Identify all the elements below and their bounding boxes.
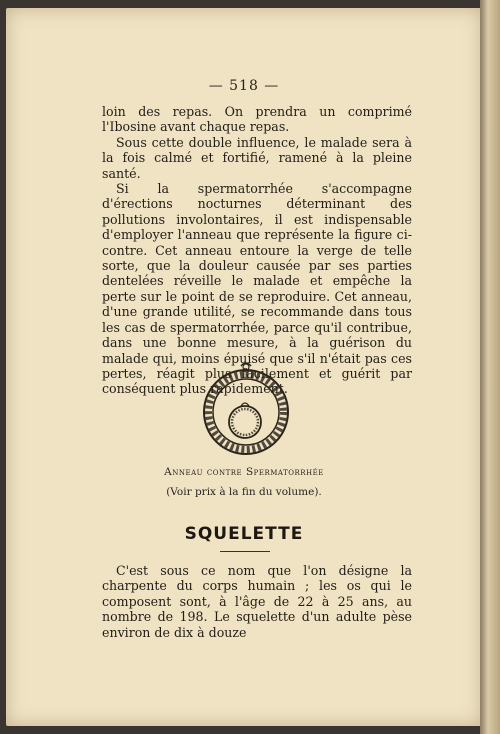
figure-caption: Anneau contre Spermatorrhée (164, 466, 324, 478)
ring-illustration (201, 360, 291, 460)
section-text (102, 563, 412, 640)
paragraph: C'est sous ce nom que l'on désigne la charpente du corps humain ; les os qui le composent sont, à l'âge de 22 à 25 ans, au nombre de 198. Le squelette d'un adulte pèse environ de dix à douze (102, 563, 412, 640)
section-title: SQUELETTE (184, 524, 304, 544)
figure-note: (Voir prix à la fin du volume). (166, 486, 322, 498)
paragraph: Sous cette double influence, le malade sera à la fois calmé et fortifié, ramené à la pleine santé. (102, 134, 412, 181)
paragraph: Si la spermatorrhée s'accompagne d'érections nocturnes déterminant des pollutions involontaires, il est indispensable d'employer l'anneau que représente la figure ci-contre. Cet anneau entoure la verge de telle sorte, que la douleur causée par ses parties dentelées réveille le malade et empêche la perte sur le point de se reproduire. Cet anneau, d'une grande utilité, se recommande dans tous les cas de spermatorrhée, parce qu'il contribue, dans une bonne mesure, à la guérison du malade qui, moins épuisé que s'il n'était pas ces pertes, réagit plus facilement et guérit par conséquent plus rapidement. (102, 181, 412, 397)
paragraph: loin des repas. On prendra un comprimé l'Ibosine avant chaque repas. (102, 104, 412, 135)
body-text (102, 104, 412, 397)
book-page (6, 8, 482, 726)
title-underline (220, 551, 270, 552)
book-spine (480, 0, 500, 734)
page-number: — 518 — (208, 78, 280, 94)
